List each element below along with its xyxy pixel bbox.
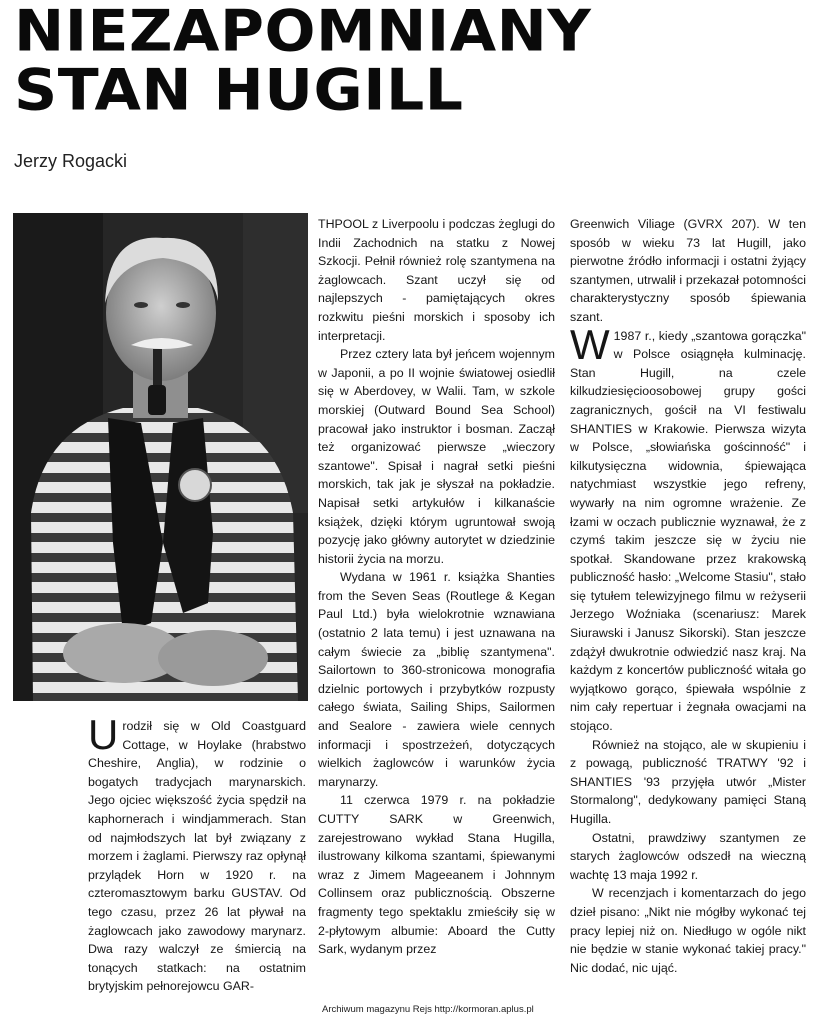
portrait-photo <box>13 213 308 701</box>
paragraph: Ostatni, prawdziwy szantymen ze starych żaglowców odszedł na wieczną wachtę 13 maja 1992 r. <box>570 830 806 882</box>
column-2 <box>318 215 555 959</box>
title-line-2: STAN HUGILL <box>14 57 464 124</box>
paragraph: Greenwich Viliage (GVRX 207). W ten sposób w wieku 73 lat Hugill, jako pierwotne źródło informacji i ostatni żyjący szantymen, utrwalił i przekazał potomności charakterystyczny sposób śpiewania szant. <box>570 217 806 324</box>
paragraph <box>570 320 806 736</box>
archive-footer: Archiwum magazynu Rejs http://kormoran.aplus.pl <box>322 1004 534 1015</box>
paragraph <box>88 711 306 996</box>
paragraph-text: 1987 r., kiedy „szantowa gorączka" w Polsce osiągnęła kulminację. Stan Hugill, na czele kilkudziesięcioosobowej grupy gości zagranicznych, gościł na VI festiwalu SHANTIES w Krakowie. Pierwsza wizyta w Polsce, „słowiańska gościnność" i kilkutysięczna widownia, śpiewająca natychmiast wszystkie jego refreny, wywarły na nim ogromne wrażenie. Ze łzami w oczach publicznie wyznawał, że z czymś takim jeszcze się w życiu nie spotkał. Skandowane przez krakowską publiczność hasło: „Welcome Stasiu", stało się tytułem telewizyjnego filmu w reżyserii Jerzego Woźniaka (scenariusz: Marek Siurawski i Janusz Sikorski). Stan jeszcze zdążył dwukrotnie odwiedzić nasz kraj. Na każdym z koncertów publiczność witała go wyjątkowo gorąco, śpiewała wspólnie z nim cały repertuar i żegnała owacjami na stojąco. <box>570 328 806 734</box>
column-3 <box>570 215 806 977</box>
drop-cap: W <box>570 320 610 368</box>
title-line-1: NIEZAPOMNIANY <box>14 0 592 65</box>
paragraph: 11 czerwca 1979 r. na pokładzie CUTTY SARK w Greenwich, zarejestrowano wykład Stana Hugilla, ilustrowany kilkoma szantami, śpiewanymi wraz z Jimem Mageeanem i Johnnym Collinsem oraz publicznością. Obszerne fragmenty tego spektaklu zmieściły się w 2-płytowym albumie: Aboard the Cutty Sark, wydanym przez <box>318 793 555 957</box>
paragraph: THPOOL z Liverpoolu i podczas żeglugi do Indii Zachodnich na statku z Nowej Szkocji. Pełnił również rolę szantymena na żaglowcach. Szant uczył się od najlepszych - pamiętających okres rozkwitu pieśni morskich i sposoby ich interpretacji. <box>318 217 555 343</box>
column-1 <box>88 711 306 996</box>
paragraph: Również na stojąco, ale w skupieniu i z powagą, publiczność TRATWY '92 i SHANTIES '93 przyjęła utwór „Mister Stormalong", dedykowany pamięci Staną Hugilla. <box>570 737 806 826</box>
author-byline: Jerzy Rogacki <box>14 151 128 171</box>
paragraph: W recenzjach i komentarzach do jego dzieł pisano: „Nikt nie mógłby wykonać tej pracy lepiej niż on. Niedługo w ogóle nikt nie będzie w stanie wykonać takiej pracy." Nic dodać, nic ująć. <box>570 886 806 975</box>
paragraph: Przez cztery lata był jeńcem wojennym w Japonii, a po II wojnie światowej osiedlił się w Aberdovey, w Walii. Tam, w szkole morskiej (Outward Bound Sea School) pracował jako instruktor i bosman. Zaczął też organizować pierwsze „wieczory szantowe". Spisał i nagrał setki pieśni morskich, tak jak je słyszał na pokładzie. Napisał setki artykułów i kilkanaście książek, dzięki którym ugruntował swoją pozycję jako główny autorytet w dziedzinie historii życia na morzu. <box>318 347 555 566</box>
drop-cap: U <box>88 711 119 758</box>
paragraph: Wydana w 1961 r. książka Shanties from the Seven Seas (Routlege & Kegan Paul Ltd.) była wielokrotnie wznawiana (ostatnio 2 lata temu) i jest uznawana na całym świecie za „biblię szantymena". Sailortown to 360-stronicowa monografia dzielnic portowych i przybytków rozpusty całego świata, Sailing Ships, Sailormen and Sealore - zawiera wiele cennych informacji i spostrzeżeń, dotyczących wielkich żaglowców i warunków życia marynarzy. <box>318 570 555 789</box>
paragraph-text: rodził się w Old Coastguard Cottage, w Hoylake (hrabstwo Cheshire, Anglia), w rodzinie o bogatych tradycjach marynarskich. Jego ojciec większość życia spędził na kaphornerach i windjammerach. Stan od najmłodszych lat był związany z morzem i żaglami. Pierwszy raz opłynął przylądek Horn w 1920 r. na czteromasztowym barku GUSTAV. Od tego czasu, przez 26 lat pływał na żaglowcach jako zawodowy marynarz. Dwa razy walczył ze śmiercią na tonących statkach: na ostatnim brytyjskim pełnorejowcu GAR- <box>88 719 306 994</box>
article-title <box>14 0 592 124</box>
